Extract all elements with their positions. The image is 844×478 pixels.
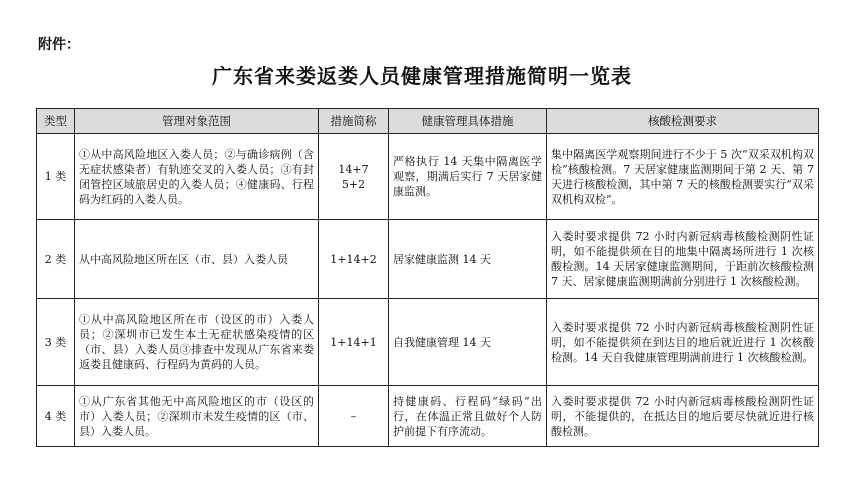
- scope-cell: 从中高风险地区所在区（市、县）入娄人员: [75, 220, 319, 299]
- header-test: 核酸检测要求: [547, 109, 819, 134]
- header-category: 类型: [37, 109, 75, 134]
- attachment-label: 附件：: [38, 37, 80, 53]
- table-row: [37, 134, 819, 220]
- measures-table: [36, 108, 819, 447]
- category-cell: 1 类: [37, 134, 75, 220]
- category-cell: 4 类: [37, 386, 75, 447]
- abbr-cell: –: [319, 386, 389, 447]
- category-cell: 3 类: [37, 299, 75, 386]
- abbr-cell: 1+14+1: [319, 299, 389, 386]
- measure-cell: 自我健康管理 14 天: [389, 299, 547, 386]
- test-cell: 入娄时要求提供 72 小时内新冠病毒核酸检测阴性证明，如不能提供须在到达目的地后就近进行 1 次核酸检测。14 天自我健康管理期满前进行 1 次核酸检测。: [547, 299, 819, 386]
- test-cell: 入娄时要求提供 72 小时内新冠病毒核酸检测阴性证明，不能提供的，在抵达目的地后要尽快就近进行核酸检测。: [547, 386, 819, 447]
- category-cell: 2 类: [37, 220, 75, 299]
- abbr-cell: 1+14+2: [319, 220, 389, 299]
- table-header-row: [37, 109, 819, 134]
- header-abbr: 措施简称: [319, 109, 389, 134]
- table-row: [37, 299, 819, 386]
- test-cell: 集中隔离医学观察期间进行不少于 5 次“双采双机构双检”核酸检测。7 天居家健康监测期间于第 2 天、第 7 天进行核酸检测，其中第 7 天的核酸检测要实行“双采双机构双检”。: [547, 134, 819, 220]
- table-row: [37, 220, 819, 299]
- scope-cell: ①从广东省其他无中高风险地区的市（设区的市）入娄人员；②深圳市未发生疫情的区（市、县）入娄人员。: [75, 386, 319, 447]
- table-row: [37, 386, 819, 447]
- header-measure: 健康管理具体措施: [389, 109, 547, 134]
- measure-cell: 持健康码、行程码“绿码”出行，在体温正常且做好个人防护前提下有序流动。: [389, 386, 547, 447]
- header-scope: 管理对象范围: [75, 109, 319, 134]
- document-title: 广东省来娄返娄人员健康管理措施简明一览表: [212, 64, 632, 88]
- measure-cell: 严格执行 14 天集中隔离医学观察，期满后实行 7 天居家健康监测。: [389, 134, 547, 220]
- scope-cell: ①从中高风险地区所在市（设区的市）入娄人员；②深圳市已发生本土无症状感染疫情的区（市、县）入娄人员③排查中发现从广东省来娄返娄且健康码、行程码为黄码的人员。: [75, 299, 319, 386]
- test-cell: 入娄时要求提供 72 小时内新冠病毒核酸检测阴性证明，如不能提供须在目的地集中隔离场所进行 1 次核酸检测。14 天居家健康监测期间，于距前次核酸检测 7 天、居家健康监测期满前分别进行 1 次核酸检测。: [547, 220, 819, 299]
- scope-cell: ①从中高风险地区入娄人员；②与确诊病例（含无症状感染者）有轨迹交叉的入娄人员；③有封闭管控区域旅居史的入娄人员；④健康码、行程码为红码的入娄人员。: [75, 134, 319, 220]
- abbr-cell: 14+7 5+2: [319, 134, 389, 220]
- measure-cell: 居家健康监测 14 天: [389, 220, 547, 299]
